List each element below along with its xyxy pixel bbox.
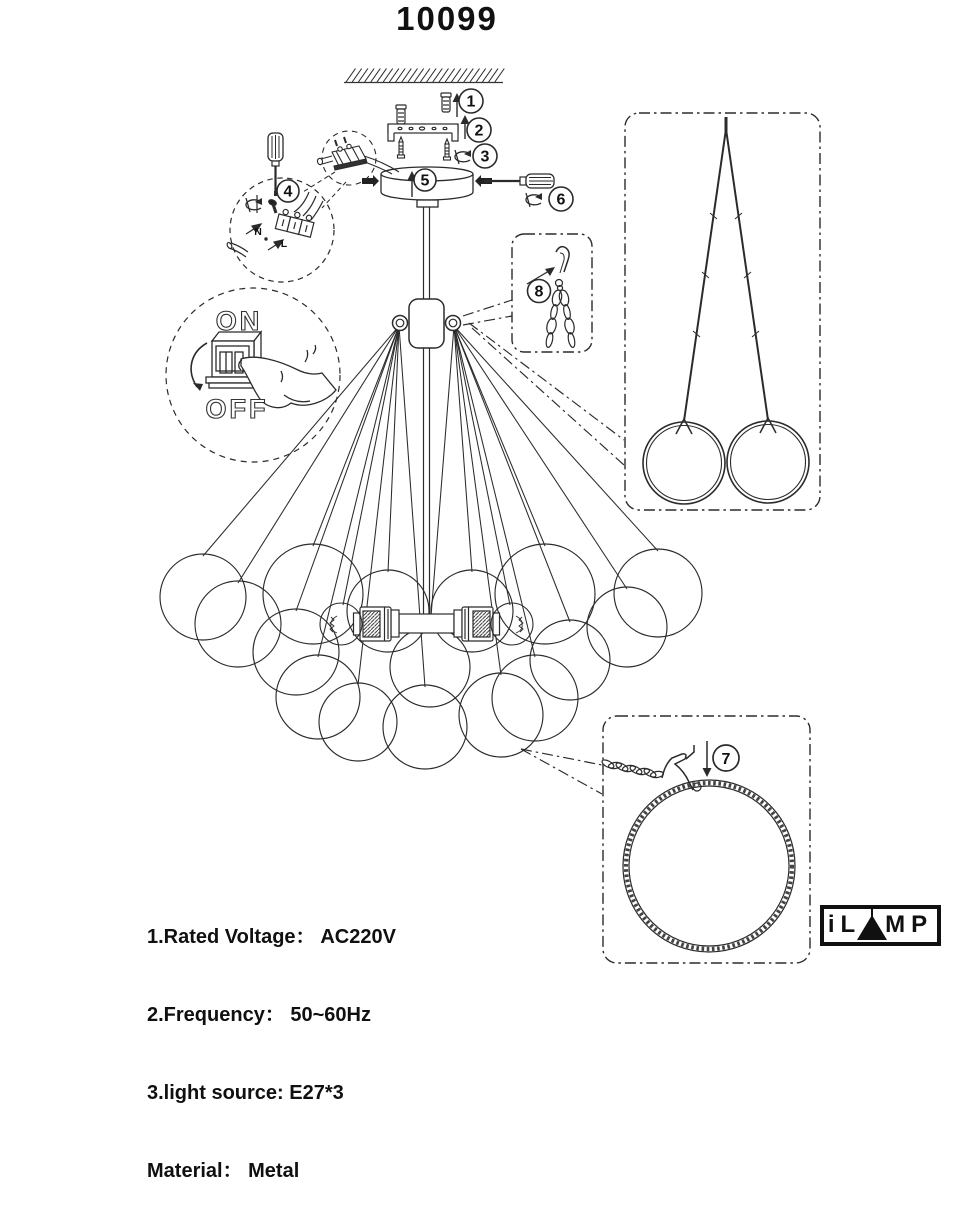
callout-8-number: 8 [534,283,544,301]
beaded-ring [623,780,795,952]
callout-8 [528,280,551,303]
hub [393,299,461,348]
rotate-icon [526,193,542,207]
spec-frequency: 2.Frequency： 50~60Hz [147,1004,371,1026]
callout-5 [414,169,436,191]
ball-cluster [160,544,702,769]
ceiling-hatch [346,69,504,83]
callout-4-number: 4 [283,183,293,201]
lamp-shade-icon [857,915,887,940]
switch-off-label: OFF [205,394,269,424]
callout-3 [473,144,497,168]
spec-list [147,872,396,1210]
mounting-bracket [388,124,458,141]
callout-3-number: 3 [480,148,490,166]
brand-logo [820,905,941,946]
callout-7 [713,745,739,771]
socket-assembly [320,603,533,645]
model-number-title: 10099 [396,0,498,37]
spec-material: Material： Metal [147,1160,300,1182]
switch-on-label: ON [215,306,263,336]
callout-6 [549,187,573,211]
suspension-detail-panel [625,113,820,510]
rotate-icon [455,150,471,164]
logo-text-suffix: MP [885,910,934,938]
chain-links [545,289,576,348]
twisted-chain [601,758,664,778]
logo-text-prefix: iL [827,910,862,938]
neutral-wire-label: N [254,226,262,238]
callout-1 [459,89,483,113]
lamp-socket-right [462,607,500,641]
callout-6-number: 6 [556,191,566,209]
ball-detail-panel [601,716,810,963]
callout-1-number: 1 [466,93,476,111]
callout-5-number: 5 [420,172,430,190]
stem-rod [424,207,430,616]
screw-icon [268,199,277,213]
chain-detail-panel [512,234,592,352]
wire-ticks [693,213,759,337]
detail-4-leaders [303,172,346,208]
wall-anchors [396,93,451,124]
live-wire-label: L [280,238,288,250]
hook-icon [556,247,570,291]
callout-7-number: 7 [721,751,731,768]
callout-2-number: 2 [474,122,484,140]
callout-2 [467,118,491,142]
mounting-screws [398,137,451,160]
terminal-blocks [275,208,315,237]
screwdriver-icon [484,174,554,188]
callout-4 [277,180,299,202]
spec-rated-voltage: 1.Rated Voltage： AC220V [147,926,396,948]
spec-light-source: 3.light source: E27*3 [147,1082,344,1104]
press-arrow [191,343,207,391]
